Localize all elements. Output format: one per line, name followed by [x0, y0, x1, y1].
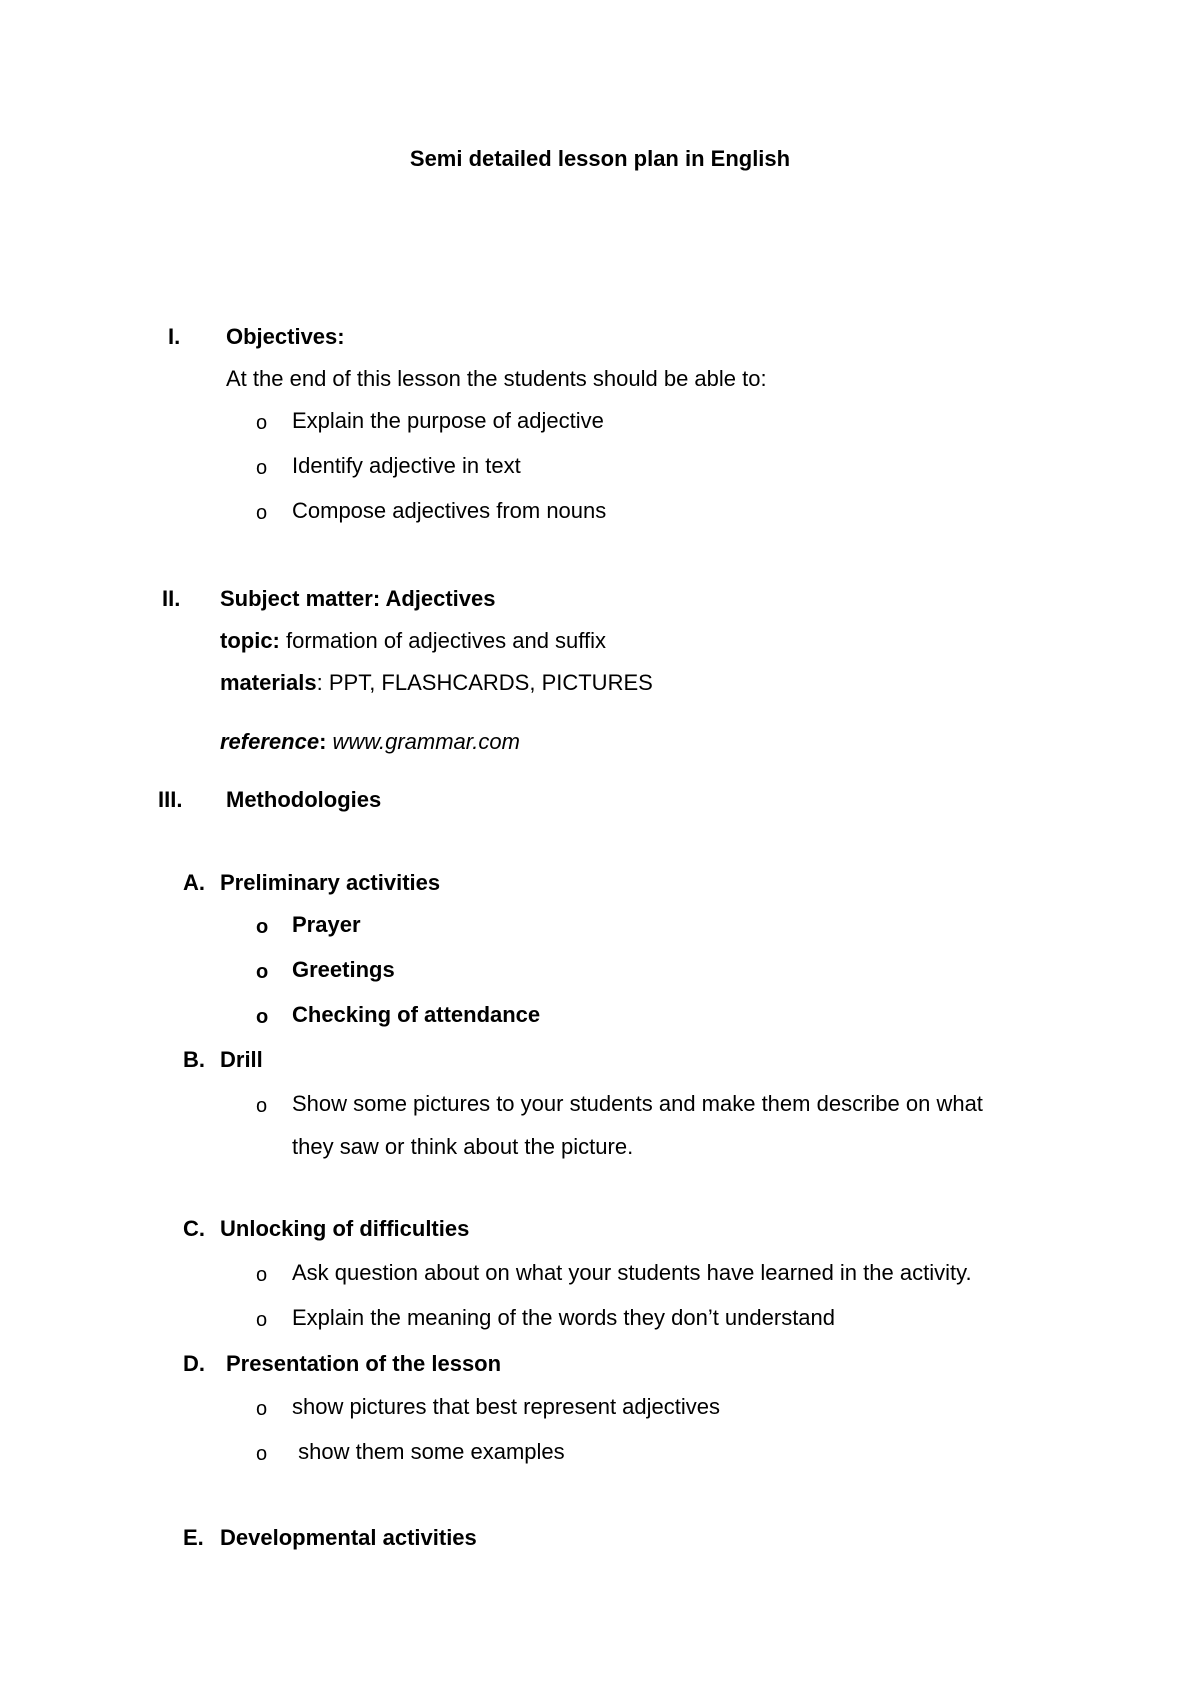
section-heading-objectives: Objectives:	[226, 324, 345, 349]
bullet-icon: o	[256, 916, 269, 938]
bullet-icon: o	[256, 502, 268, 524]
topic-value: formation of adjectives and suffix	[279, 628, 606, 653]
subsection-letter-b: B.	[183, 1047, 205, 1072]
presentation-item: show them some examples	[292, 1439, 565, 1464]
drill-item-line-1: Show some pictures to your students and make them describe on what	[292, 1091, 983, 1116]
reference-colon: :	[319, 729, 327, 754]
materials-value: : PPT, FLASHCARDS, PICTURES	[316, 670, 653, 695]
reference-label: reference	[220, 729, 320, 754]
subsection-letter-d: D.	[183, 1351, 205, 1376]
bullet-icon: o	[256, 412, 268, 434]
bullet-icon: o	[256, 1309, 268, 1331]
page-title: Semi detailed lesson plan in English	[409, 146, 791, 171]
materials-label: materials	[220, 670, 317, 695]
materials-line	[220, 672, 653, 694]
subsection-heading-unlocking: Unlocking of difficulties	[220, 1216, 470, 1241]
objective-item: Identify adjective in text	[292, 453, 521, 478]
subsection-heading-drill: Drill	[220, 1047, 263, 1072]
drill-item-line-2: they saw or think about the picture.	[292, 1134, 634, 1159]
bullet-icon: o	[256, 457, 268, 479]
section-numeral-objectives: I.	[168, 324, 181, 349]
section-numeral-methodologies: III.	[158, 787, 183, 812]
unlocking-item: Explain the meaning of the words they don’t understand	[292, 1305, 836, 1330]
preliminary-item: Checking of attendance	[292, 1002, 541, 1027]
objective-item: Explain the purpose of adjective	[292, 408, 604, 433]
reference-line	[220, 731, 520, 753]
bullet-icon: o	[256, 1398, 268, 1420]
bullet-icon: o	[256, 1264, 268, 1286]
bullet-icon: o	[256, 1006, 269, 1028]
preliminary-item: Prayer	[292, 912, 361, 937]
topic-label: topic:	[220, 628, 280, 653]
subsection-letter-a: A.	[183, 870, 205, 895]
objective-item: Compose adjectives from nouns	[292, 498, 607, 523]
subsection-heading-developmental: Developmental activities	[220, 1525, 477, 1550]
topic-line	[220, 630, 606, 652]
subsection-heading-presentation: Presentation of the lesson	[226, 1351, 502, 1376]
unlocking-item: Ask question about on what your students have learned in the activity.	[292, 1260, 972, 1285]
subsection-heading-preliminary: Preliminary activities	[220, 870, 441, 895]
subsection-letter-c: C.	[183, 1216, 205, 1241]
section-numeral-subject-matter: II.	[162, 586, 181, 611]
section-heading-methodologies: Methodologies	[226, 787, 382, 812]
presentation-item: show pictures that best represent adjectives	[292, 1394, 721, 1419]
preliminary-item: Greetings	[292, 957, 395, 982]
objectives-intro: At the end of this lesson the students should be able to:	[226, 366, 767, 391]
subsection-letter-e: E.	[183, 1525, 204, 1550]
bullet-icon: o	[256, 1443, 268, 1465]
bullet-icon: o	[256, 961, 269, 983]
section-heading-subject-matter: Subject matter: Adjectives	[220, 586, 496, 611]
bullet-icon: o	[256, 1095, 268, 1117]
reference-value: www.grammar.com	[326, 729, 520, 754]
